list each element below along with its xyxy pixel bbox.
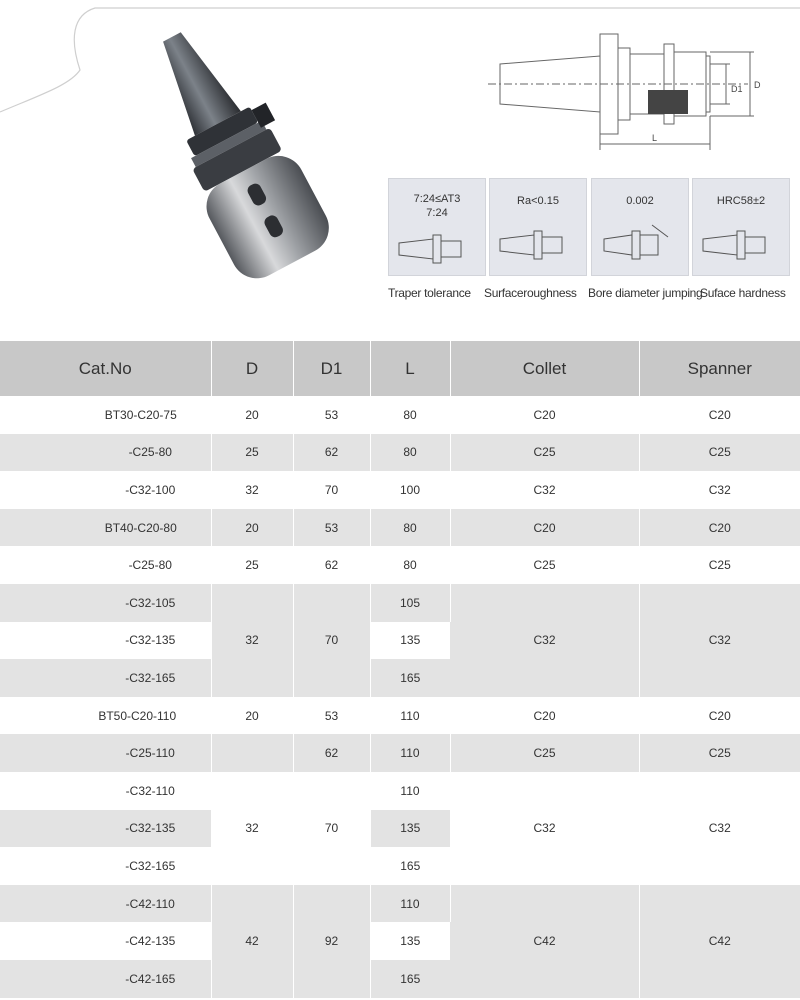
dim-l: L	[652, 133, 658, 143]
cat-no-cell: -C32-165	[0, 847, 211, 885]
table-row	[0, 509, 800, 547]
l-cell: 110	[370, 885, 450, 923]
cat-no-cell: -C32-100	[0, 471, 211, 509]
header-d1: D1	[293, 341, 370, 396]
d-cell: 20	[211, 509, 293, 547]
hardness-spec: HRC58±2	[716, 195, 766, 207]
caption-hardness: Suface hardness	[700, 286, 786, 300]
caption-taper: Traper tolerance	[388, 286, 471, 300]
cat-no-cell: BT40-C20-80	[0, 509, 211, 547]
feature-card-hardness	[692, 178, 790, 276]
table-row	[0, 772, 800, 810]
cat-no-cell: -C25-110	[0, 734, 211, 772]
tool-outline-icon	[592, 221, 688, 265]
spanner-cell: C32	[639, 584, 800, 697]
l-cell: 110	[370, 697, 450, 735]
table-row	[0, 546, 800, 584]
cat-no-cell: -C42-110	[0, 885, 211, 923]
d-cell	[211, 734, 293, 772]
spanner-cell: C25	[639, 546, 800, 584]
tool-outline-icon	[490, 225, 586, 265]
d1-cell: 70	[293, 584, 370, 697]
table-header-row	[0, 341, 800, 396]
d-cell: 20	[211, 396, 293, 434]
l-cell: 100	[370, 471, 450, 509]
cat-no-cell: BT30-C20-75	[0, 396, 211, 434]
d-cell: 32	[211, 471, 293, 509]
d1-cell: 70	[293, 772, 370, 885]
tool-holder-image	[100, 8, 380, 288]
collet-cell: C25	[450, 546, 639, 584]
d-cell: 32	[211, 772, 293, 885]
table-row	[0, 471, 800, 509]
header-spanner: Spanner	[639, 341, 800, 396]
table-row	[0, 734, 800, 772]
dim-d1: D1	[731, 84, 743, 94]
d-cell: 20	[211, 697, 293, 735]
l-cell: 110	[370, 772, 450, 810]
collet-cell: C20	[450, 697, 639, 735]
collet-cell: C20	[450, 509, 639, 547]
spec-table	[0, 341, 800, 998]
l-cell: 165	[370, 847, 450, 885]
cat-no-cell: -C32-110	[0, 772, 211, 810]
table-row	[0, 885, 800, 923]
header-d: D	[211, 341, 293, 396]
knurl-section	[648, 90, 688, 114]
collet-cell: C25	[450, 434, 639, 472]
spanner-cell: C42	[639, 885, 800, 998]
feature-card-taper	[388, 178, 486, 276]
l-cell: 135	[370, 622, 450, 660]
spanner-cell: C20	[639, 697, 800, 735]
d1-cell: 62	[293, 546, 370, 584]
l-cell: 80	[370, 434, 450, 472]
l-cell: 165	[370, 960, 450, 998]
cat-no-cell: -C25-80	[0, 546, 211, 584]
dim-d: D	[754, 80, 761, 90]
d-cell: 25	[211, 546, 293, 584]
table-row	[0, 396, 800, 434]
l-cell: 80	[370, 509, 450, 547]
taper-spec-1: 7:24≤AT3	[413, 193, 461, 205]
cat-no-cell: -C42-165	[0, 960, 211, 998]
caption-runout: Bore diameter jumping	[588, 286, 703, 300]
d-cell: 42	[211, 885, 293, 998]
collet-cell: C25	[450, 734, 639, 772]
tool-outline-icon	[389, 229, 485, 269]
l-cell: 165	[370, 659, 450, 697]
cat-no-cell: -C32-135	[0, 810, 211, 848]
l-cell: 110	[370, 734, 450, 772]
l-cell: 135	[370, 922, 450, 960]
cat-no-cell: BT50-C20-110	[0, 697, 211, 735]
d-cell: 25	[211, 434, 293, 472]
feature-card-roughness	[489, 178, 587, 276]
runout-spec: 0.002	[626, 195, 654, 207]
d-cell: 32	[211, 584, 293, 697]
l-cell: 135	[370, 810, 450, 848]
taper-spec-2: 7:24	[426, 207, 448, 219]
cat-no-cell: -C42-135	[0, 922, 211, 960]
tool-outline-icon	[693, 225, 789, 265]
header-cat-no: Cat.No	[0, 341, 211, 396]
caption-roughness: Surfaceroughness	[484, 286, 577, 300]
cat-no-cell: -C25-80	[0, 434, 211, 472]
collet-cell: C32	[450, 584, 639, 697]
spanner-cell: C32	[639, 471, 800, 509]
l-cell: 80	[370, 396, 450, 434]
l-cell: 80	[370, 546, 450, 584]
collet-cell: C42	[450, 885, 639, 998]
header-l: L	[370, 341, 450, 396]
cat-no-cell: -C32-135	[0, 622, 211, 660]
cat-no-cell: -C32-165	[0, 659, 211, 697]
collet-cell: C32	[450, 471, 639, 509]
d1-cell: 92	[293, 885, 370, 998]
table-row	[0, 697, 800, 735]
technical-drawing	[488, 4, 788, 154]
feature-card-runout	[591, 178, 689, 276]
spanner-cell: C20	[639, 509, 800, 547]
table-row	[0, 434, 800, 472]
spanner-cell: C25	[639, 734, 800, 772]
spanner-cell: C32	[639, 772, 800, 885]
d1-cell: 62	[293, 434, 370, 472]
d1-cell: 53	[293, 509, 370, 547]
d1-cell: 70	[293, 471, 370, 509]
spanner-cell: C25	[639, 434, 800, 472]
collet-cell: C20	[450, 396, 639, 434]
spanner-cell: C20	[639, 396, 800, 434]
header-collet: Collet	[450, 341, 639, 396]
d1-cell: 53	[293, 697, 370, 735]
l-cell: 105	[370, 584, 450, 622]
d1-cell: 62	[293, 734, 370, 772]
roughness-spec: Ra<0.15	[517, 195, 559, 207]
cat-no-cell: -C32-105	[0, 584, 211, 622]
product-header	[0, 0, 800, 340]
collet-cell: C32	[450, 772, 639, 885]
table-row	[0, 584, 800, 622]
d1-cell: 53	[293, 396, 370, 434]
